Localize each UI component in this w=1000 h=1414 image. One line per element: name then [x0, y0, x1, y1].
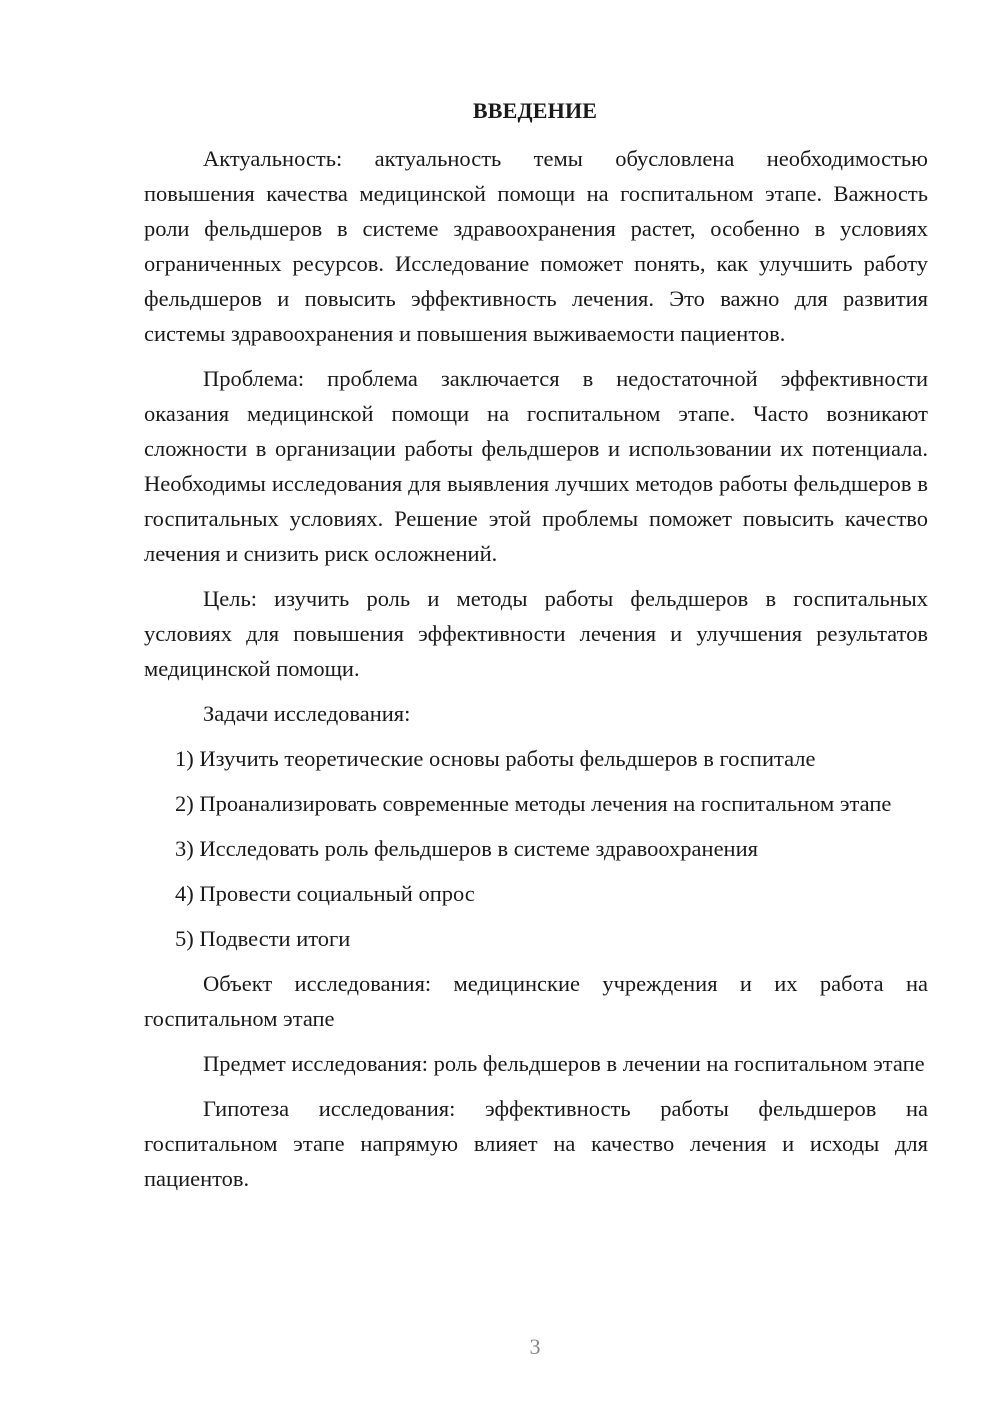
relevance-paragraph: Актуальность: актуальность темы обусловлена необходимостью повышения качества медицинской помощи на госпитальном этапе. Важность роли фельдшеров в системе здравоохранения растет, особенно в условиях ограниченных ресурсов. Исследование поможет понять, как улучшить работу фельдшеров и повысить эффективность лечения. Это важно для развития системы здравоохранения и повышения выживаемости пациентов. — [144, 146, 928, 346]
object-paragraph: Объект исследования: медицинские учреждения и их работа на госпитальном этапе — [144, 971, 928, 1031]
task-item-3: 3) Исследовать роль фельдшеров в системе здравоохранения — [175, 836, 758, 861]
task-item-5: 5) Подвести итоги — [175, 926, 351, 951]
body-text — [144, 141, 928, 1206]
task-item-2: 2) Проанализировать современные методы лечения на госпитальном этапе — [175, 791, 892, 816]
page-number: 3 — [529, 1334, 541, 1359]
task-item-1: 1) Изучить теоретические основы работы фельдшеров в госпитале — [175, 746, 816, 771]
tasks-title: Задачи исследования: — [203, 701, 411, 726]
page-title: ВВЕДЕНИЕ — [472, 98, 598, 123]
task-item-4: 4) Провести социальный опрос — [175, 881, 475, 906]
subject-paragraph: Предмет исследования: роль фельдшеров в лечении на госпитальном этапе — [203, 1051, 925, 1076]
problem-paragraph: Проблема: проблема заключается в недостаточной эффективности оказания медицинской помощи на госпитальном этапе. Часто возникают сложности в организации работы фельдшеров и использовании их потенциала. Необходимы исследования для выявления лучших методов работы фельдшеров в госпитальных условиях. Решение этой проблемы поможет повысить качество лечения и снизить риск осложнений. — [144, 366, 928, 566]
hypothesis-paragraph: Гипотеза исследования: эффективность работы фельдшеров на госпитальном этапе напрямую влияет на качество лечения и исходы для пациентов. — [144, 1096, 928, 1191]
goal-paragraph: Цель: изучить роль и методы работы фельдшеров в госпитальных условиях для повышения эффективности лечения и улучшения результатов медицинской помощи. — [144, 586, 928, 681]
